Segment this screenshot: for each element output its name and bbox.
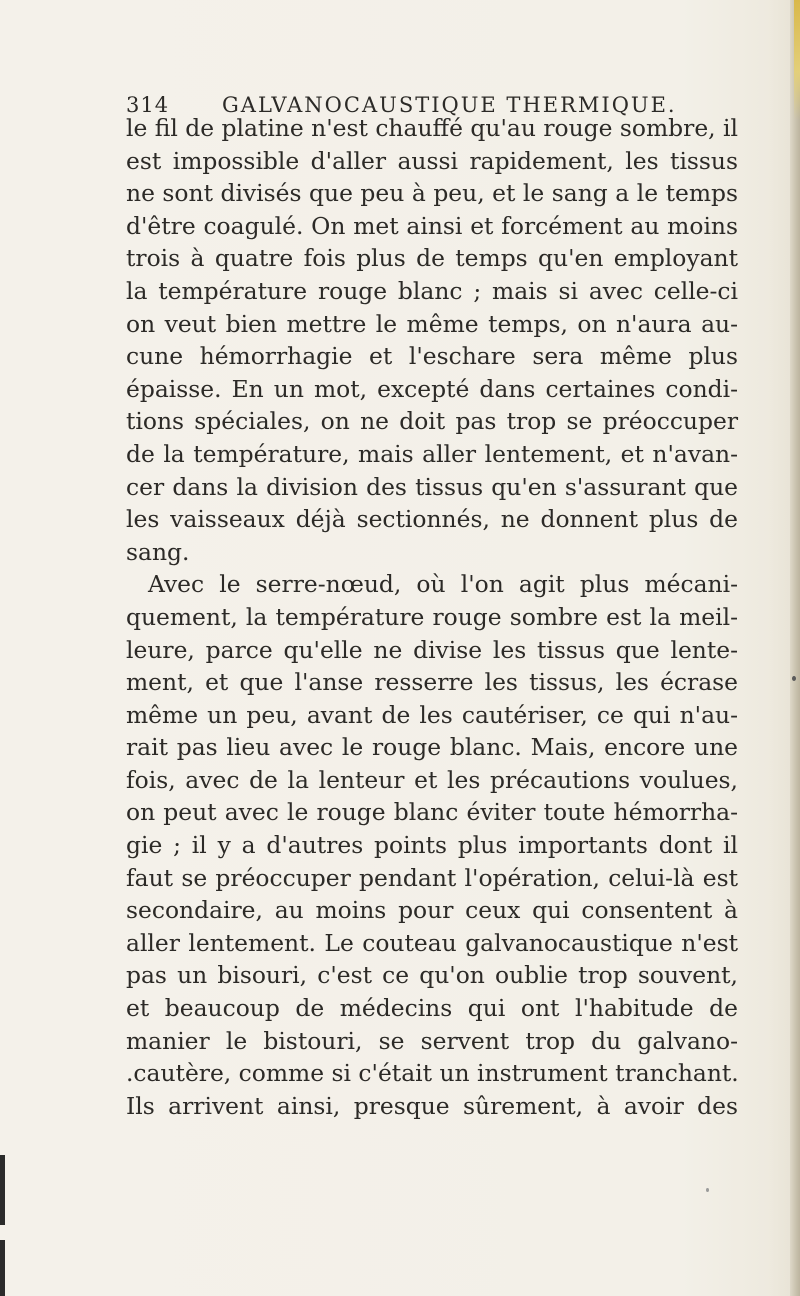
body-text [126, 112, 738, 1122]
text-line: est impossible d'aller aussi rapidement, les tissus [126, 146, 738, 175]
text-line: et beaucoup de médecins qui ont l'habitude de [126, 994, 738, 1023]
text-line: on veut bien mettre le même temps, on n'aura au- [126, 309, 738, 338]
text-line: faut se préoccuper pendant l'opération, celui-là est [126, 863, 738, 892]
text-line: quement, la température rouge sombre est la meil- [126, 602, 738, 631]
text-line: cune hémorrhagie et l'eschare sera même plus [126, 342, 738, 371]
text-line: le fil de platine n'est chauffé qu'au rouge sombre, il [126, 114, 738, 142]
page-number: 314 [126, 93, 170, 117]
text-line: épaisse. En un mot, excepté dans certaines condi- [126, 374, 738, 403]
text-line: pas un bisouri, c'est ce qu'on oublie trop souvent, [126, 961, 738, 990]
text-line: Ils arrivent ainsi, presque sûrement, à avoir des [126, 1091, 738, 1120]
text-line: ment, et que l'anse resserre les tissus, les écrase [126, 668, 738, 697]
text-line: même un peu, avant de les cautériser, ce qui n'au- [126, 700, 738, 729]
page-left-edge-mark [0, 1240, 5, 1296]
page-right-edge [790, 0, 800, 1296]
page-speck [792, 676, 796, 681]
text-line: Avec le serre-nœud, où l'on agit plus mécani- [148, 570, 738, 599]
text-line: manier le bistouri, se servent trop du galvano- [126, 1026, 738, 1055]
text-line: rait pas lieu avec le rouge blanc. Mais, encore une [126, 733, 738, 762]
text-line: leure, parce qu'elle ne divise les tissus que lente- [126, 635, 738, 664]
text-line: de la température, mais aller lentement, et n'avan- [126, 439, 738, 468]
text-line: sang. [126, 537, 190, 566]
page-left-edge-mark [0, 1155, 5, 1225]
text-line: gie ; il y a d'autres points plus importants dont il [126, 831, 738, 860]
text-line: trois à quatre fois plus de temps qu'en employant [126, 244, 738, 273]
text-line: les vaisseaux déjà sectionnés, ne donnent plus de [126, 505, 738, 534]
text-line: tions spéciales, on ne doit pas trop se préoccuper [126, 407, 738, 436]
page-speck [706, 1188, 709, 1192]
running-head-title: GALVANOCAUSTIQUE THERMIQUE. [222, 93, 677, 117]
text-line: cer dans la division des tissus qu'en s'assurant que [126, 472, 738, 501]
text-line: ne sont divisés que peu à peu, et le sang a le temps [126, 179, 738, 208]
text-line: on peut avec le rouge blanc éviter toute hémorrha- [126, 798, 738, 827]
text-line: d'être coagulé. On met ainsi et forcément au moins [126, 211, 738, 240]
text-line: aller lentement. Le couteau galvanocaustique n'est [126, 928, 738, 957]
text-line: la température rouge blanc ; mais si avec celle-ci [126, 276, 738, 305]
text-line: secondaire, au moins pour ceux qui consentent à [126, 896, 738, 925]
text-line: fois, avec de la lenteur et les précautions voulues, [126, 765, 738, 794]
text-line: .cautère, comme si c'était un instrument tranchant. [126, 1059, 739, 1088]
page-edge-stain [794, 0, 800, 120]
